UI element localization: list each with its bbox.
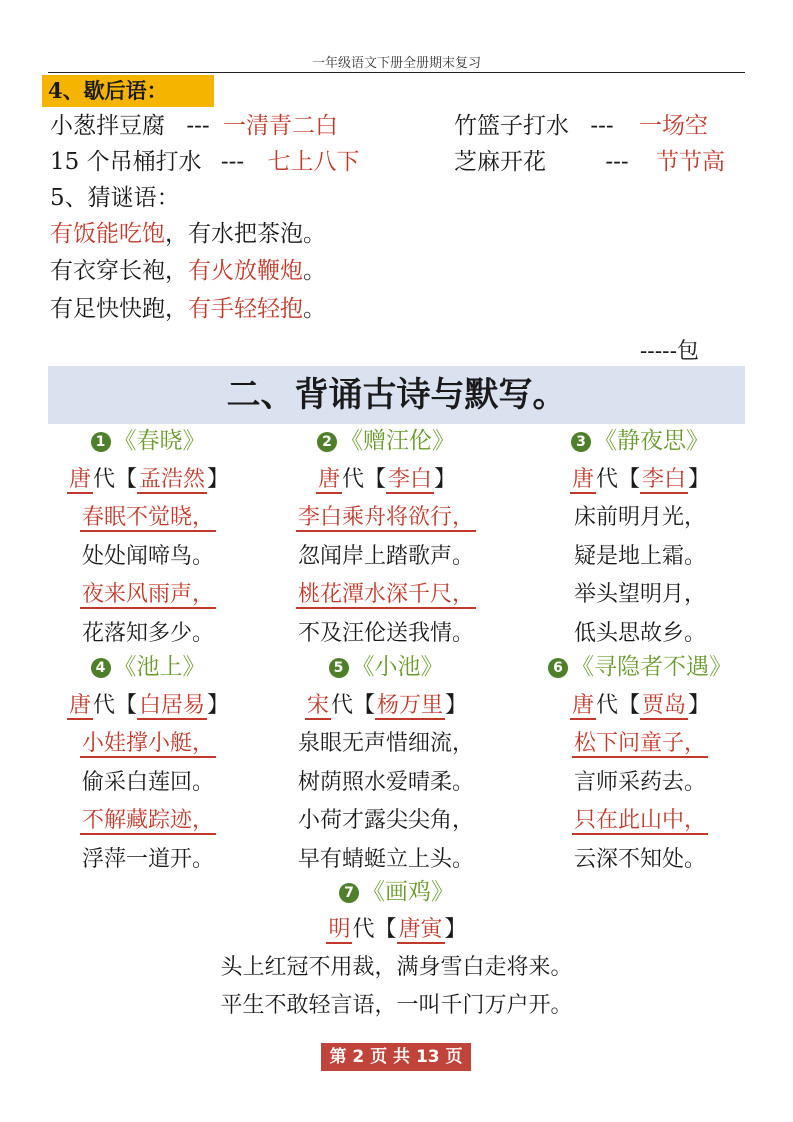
poem-title [522,422,758,461]
bracket-close: 】 [688,692,711,718]
poem-title-text: 《画鸡》 [362,879,454,905]
poem-line [518,725,762,764]
poem-line: 早有蜻蜓立上头。 [297,846,474,872]
poem-card [268,422,504,653]
poem-number-badge: 4 [91,658,111,678]
dynasty-suffix: 代【 [352,917,397,942]
xiehouyu-item [454,147,725,177]
poem-line: 云深不知处。 [573,846,706,872]
poet-name: 李白 [388,466,433,492]
dynasty-suffix: 代【 [595,692,640,718]
poem-line [30,499,266,538]
poem-line [268,499,504,538]
riddle-text-part: ，有水把茶泡。 [165,221,326,247]
poem-line: 言师采药去。 [573,769,706,795]
poem-number-badge: 6 [548,658,568,678]
poet-name: 李白 [642,466,687,492]
poem-title [30,422,266,461]
poem-title-text: 《小池》 [351,654,444,680]
bracket-close: 】 [444,917,467,942]
poem-line [30,802,266,841]
poem-number-badge: 1 [91,432,111,452]
xiehouyu-question: 15 个吊桶打水 [50,149,202,175]
dynasty-suffix: 代【 [330,692,375,718]
poem-title-text: 《赠汪伦》 [340,428,455,454]
section-title-banner: 二、背诵古诗与默写。 [48,366,745,424]
poet-name: 白居易 [139,692,206,718]
poet-name: 杨万里 [377,692,444,718]
xiehouyu-answer: 一清青二白 [222,113,338,139]
riddle-answer-part: 有饭能吃饱 [50,221,165,247]
poem-line-text: 不解藏踪迹， [81,808,214,833]
poem-line: 不及汪伦送我情。 [297,620,474,646]
dynasty-suffix: 代【 [92,692,137,718]
poet-name: 孟浩然 [139,466,206,492]
poem-title [30,648,266,687]
poem-line-text: 春眠不觉晓， [81,505,214,530]
xiehouyu-separator: --- [186,113,210,139]
xiehouyu-question: 芝麻开花 [454,149,546,175]
header-divider [48,72,745,73]
poem-title-text: 《静夜思》 [594,428,709,454]
poem-line: 忽闻岸上踏歌声。 [297,543,474,569]
poem-line: 平生不敢轻言语，一叫千门万户开。 [220,993,573,1018]
poem-card [268,648,504,879]
poet-name: 贾岛 [642,692,687,718]
poem-author-line [0,911,793,949]
poem-title [0,873,793,911]
poem-line [518,802,762,841]
poem-title-text: 《池上》 [113,654,206,680]
poem-line [268,576,504,615]
poem-line: 床前明月光， [573,505,706,530]
riddle-text-part: 有衣穿长袍， [50,258,188,284]
poem-title [518,648,762,687]
poem-line: 偷采白莲回。 [81,769,214,795]
poem-number-badge: 2 [317,432,337,452]
xiehouyu-item [454,111,708,141]
riddle-answer: -----包 [639,339,699,364]
dynasty: 宋 [306,692,329,718]
poem-title [268,422,504,461]
dynasty: 唐 [68,692,91,718]
xiehouyu-separator: --- [605,149,629,175]
bracket-close: 】 [688,466,711,492]
poem-line [30,576,266,615]
poem-card [518,648,762,879]
xiehouyu-question: 小葱拌豆腐 [50,113,165,139]
dynasty: 明 [328,917,351,942]
poem-line-text: 夜来风雨声， [81,582,214,607]
riddle-line [50,219,326,249]
poem-title [268,648,504,687]
poem-line-text: 桃花潭水深千尺， [297,582,474,607]
riddle-punct: 。 [303,258,326,284]
poem-line: 泉眼无声惜细流， [297,731,474,756]
poem-author-line [522,461,758,500]
bracket-close: 】 [445,692,468,718]
xiehouyu-separator: --- [590,113,614,139]
dynasty: 唐 [571,692,594,718]
poem-author-line [30,687,266,726]
poem-number-badge: 7 [339,883,359,903]
poet-name: 唐寅 [398,917,443,942]
poem-line [30,725,266,764]
dynasty: 唐 [317,466,340,492]
dynasty: 唐 [571,466,594,492]
riddle-line [50,294,326,324]
poem-card [522,422,758,653]
poem-line-text: 李白乘舟将欲行， [297,505,474,530]
riddle-answer-part: 有火放鞭炮 [188,258,303,284]
xiehouyu-question: 竹篮子打水 [454,113,569,139]
poem-line: 低头思故乡。 [573,620,706,646]
poem-title-text: 《春晓》 [113,428,206,454]
poem-line-text: 松下问童子， [573,731,706,756]
xiehouyu-separator: --- [220,149,245,175]
bracket-close: 】 [207,692,230,718]
poem-card [30,422,266,653]
poem-number-badge: 5 [329,658,349,678]
poem-line: 疑是地上霜。 [573,543,706,569]
dynasty-suffix: 代【 [92,466,137,492]
poem-author-line [268,687,504,726]
poem-author-line [30,461,266,500]
section-4-heading: 4、歇后语： [42,75,214,107]
poem-author-line [518,687,762,726]
poem-author-line [268,461,504,500]
poem-number-badge: 3 [571,432,591,452]
xiehouyu-item [50,147,360,177]
poem-line: 小荷才露尖尖角， [297,808,474,833]
section-5-heading: 5、猜谜语： [50,185,180,211]
poem-line: 举头望明月， [573,582,706,607]
riddle-text-part: 有足快快跑， [50,296,188,322]
page-number-footer: 第 2 页 共 13 页 [321,1043,471,1071]
poem-line: 处处闻啼鸟。 [81,543,214,569]
page-header-title: 一年级语文下册全册期末复习 [311,56,481,71]
poem-title-text: 《寻隐者不遇》 [571,654,732,680]
riddle-punct: 。 [303,296,326,322]
xiehouyu-item [50,111,338,141]
poem-line-text: 小娃撑小艇， [81,731,214,756]
xiehouyu-answer: 节节高 [655,149,725,175]
bracket-close: 】 [434,466,457,492]
poem-card [30,648,266,879]
riddle-answer-part: 有手轻轻抱 [188,296,303,322]
poem-line-text: 只在此山中， [573,808,706,833]
riddle-line [50,256,326,286]
poem-line: 头上红冠不用裁，满身雪白走将来。 [220,955,573,980]
poem-card [0,873,793,1025]
dynasty-suffix: 代【 [595,466,640,492]
dynasty-suffix: 代【 [341,466,386,492]
dynasty: 唐 [68,466,91,492]
xiehouyu-answer: 七上八下 [267,149,360,175]
poem-line: 树荫照水爱晴柔。 [297,769,474,795]
poem-line: 浮萍一道开。 [81,846,214,872]
bracket-close: 】 [207,466,230,492]
xiehouyu-answer: 一场空 [638,113,708,139]
poem-line: 花落知多少。 [81,620,214,646]
